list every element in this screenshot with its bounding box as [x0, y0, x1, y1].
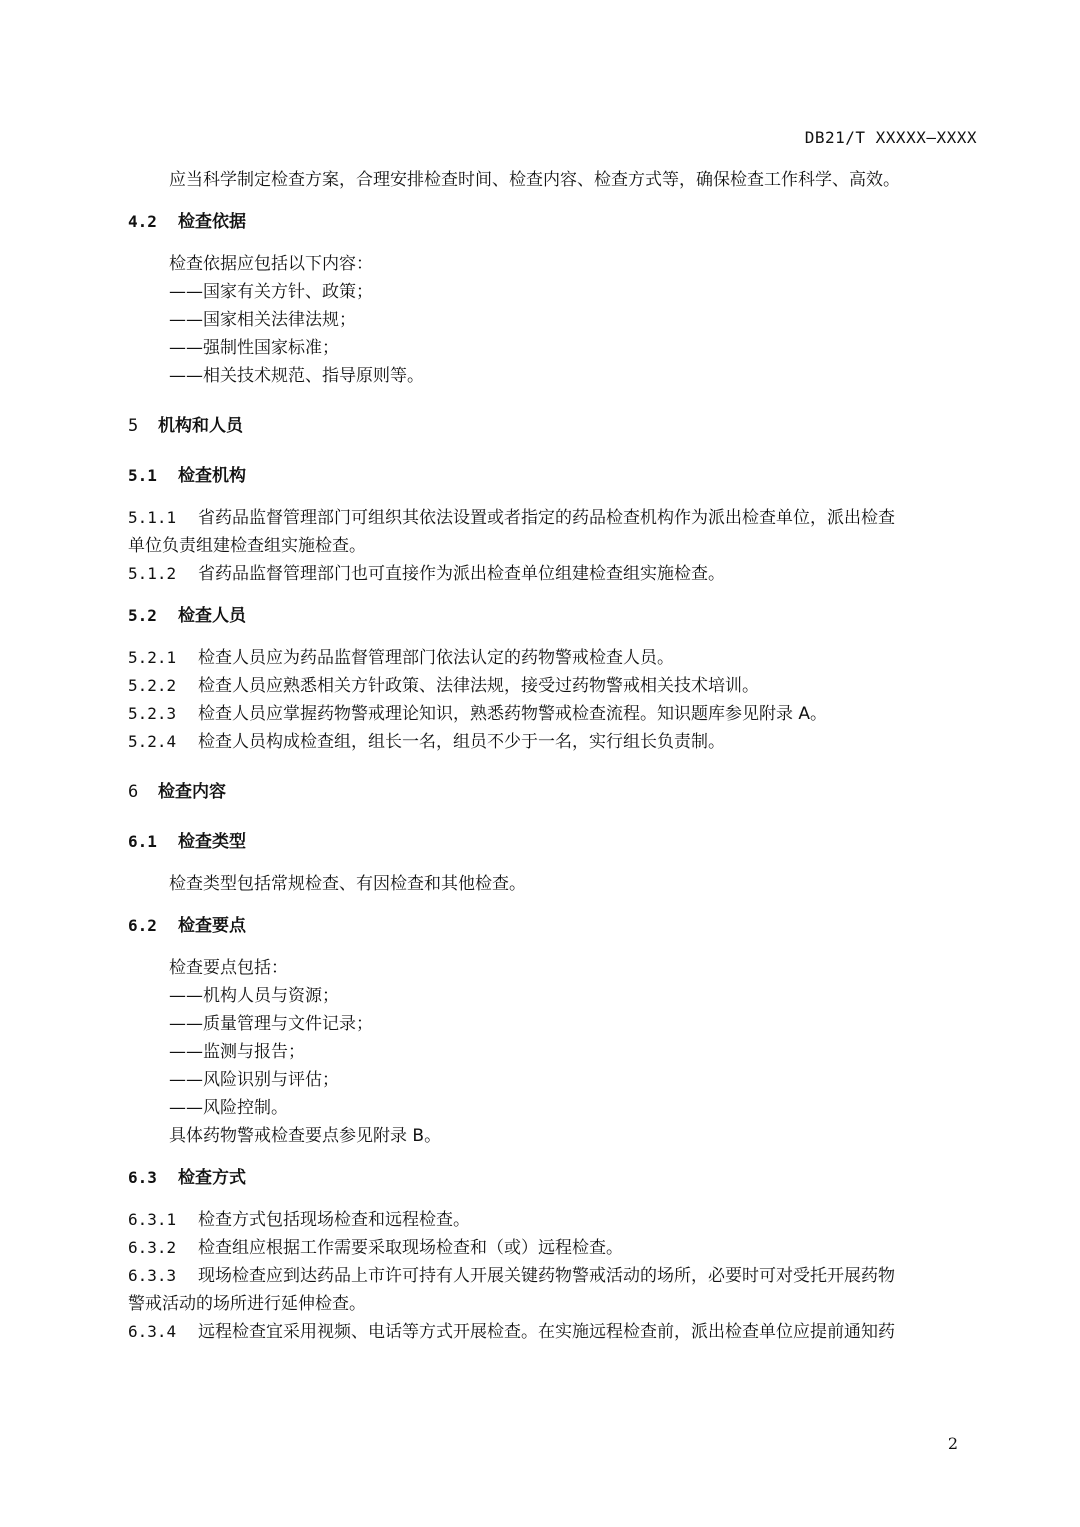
- clause-5-2-1: [128, 644, 977, 672]
- section-4-2-heading: [128, 208, 977, 236]
- section-6-3-heading: [128, 1164, 977, 1192]
- list-item: ——国家有关方针、政策；: [169, 282, 373, 302]
- section-number: 5.2: [128, 606, 157, 625]
- list-item: ——机构人员与资源；: [169, 986, 339, 1006]
- section-title: 检查要点: [178, 916, 246, 936]
- clause-number: 6.3.1: [128, 1210, 177, 1229]
- section-title: 检查机构: [178, 466, 246, 486]
- section-number: 4.2: [128, 212, 157, 231]
- clause-5-1-1-continued: 单位负责组建检查组实施检查。: [128, 536, 366, 556]
- chapter-title: 机构和人员: [158, 416, 243, 436]
- list-item: ——相关技术规范、指导原则等。: [169, 366, 424, 386]
- chapter-6-heading: [128, 778, 977, 806]
- list-item: ——监测与报告；: [169, 1042, 305, 1062]
- paragraph: 检查类型包括常规检查、有因检查和其他检查。: [169, 874, 526, 894]
- clause-number: 5.2.2: [128, 676, 177, 695]
- paragraph: 具体药物警戒检查要点参见附录 B。: [169, 1126, 442, 1146]
- clause-number: 5.1.1: [128, 508, 177, 527]
- clause-6-3-1: [128, 1206, 977, 1234]
- section-number: 6.1: [128, 832, 157, 851]
- clause-5-2-4: [128, 728, 977, 756]
- clause-text: 远程检查宜采用视频、电话等方式开展检查。在实施远程检查前，派出检查单位应提前通知药: [198, 1322, 895, 1342]
- clause-5-1-1: [128, 504, 977, 532]
- chapter-5-heading: [128, 412, 977, 440]
- clause-number: 5.1.2: [128, 564, 177, 583]
- page-content: [128, 166, 977, 1346]
- list-item: ——强制性国家标准；: [169, 338, 339, 358]
- document-code: DB21/T XXXXX—XXXX: [804, 128, 977, 147]
- section-number: 6.2: [128, 916, 157, 935]
- clause-6-3-2: [128, 1234, 977, 1262]
- clause-number: 5.2.3: [128, 704, 177, 723]
- section-5-2-heading: [128, 602, 977, 630]
- clause-text: 检查人员应为药品监督管理部门依法认定的药物警戒检查人员。: [198, 648, 674, 668]
- clause-5-2-3: [128, 700, 977, 728]
- page-number: 2: [947, 1434, 958, 1453]
- clause-5-1-2: [128, 560, 977, 588]
- paragraph: 检查要点包括：: [169, 958, 288, 978]
- section-6-2-heading: [128, 912, 977, 940]
- intro-paragraph: 应当科学制定检查方案，合理安排检查时间、检查内容、检查方式等，确保检查工作科学、高效。: [169, 170, 900, 190]
- section-title: 检查方式: [178, 1168, 246, 1188]
- clause-6-3-3: [128, 1262, 977, 1290]
- clause-text: 省药品监督管理部门可组织其依法设置或者指定的药品检查机构作为派出检查单位，派出检查: [198, 508, 895, 528]
- section-number: 5.1: [128, 466, 157, 485]
- clause-text: 检查方式包括现场检查和远程检查。: [198, 1210, 470, 1230]
- clause-6-3-4: [128, 1318, 977, 1346]
- list-item: ——风险控制。: [169, 1098, 288, 1118]
- section-title: 检查类型: [178, 832, 246, 852]
- list-item: ——质量管理与文件记录；: [169, 1014, 373, 1034]
- chapter-number: 6: [128, 782, 139, 802]
- section-5-1-heading: [128, 462, 977, 490]
- chapter-number: 5: [128, 416, 139, 436]
- section-title: 检查人员: [178, 606, 246, 626]
- clause-number: 6.3.3: [128, 1266, 177, 1285]
- clause-text: 检查人员构成检查组，组长一名，组员不少于一名，实行组长负责制。: [198, 732, 725, 752]
- clause-text: 省药品监督管理部门也可直接作为派出检查单位组建检查组实施检查。: [198, 564, 725, 584]
- clause-5-2-2: [128, 672, 977, 700]
- section-title: 检查依据: [178, 212, 246, 232]
- clause-text: 检查人员应掌握药物警戒理论知识，熟悉药物警戒检查流程。知识题库参见附录 A。: [198, 704, 828, 724]
- clause-number: 6.3.4: [128, 1322, 177, 1341]
- clause-number: 6.3.2: [128, 1238, 177, 1257]
- paragraph: 检查依据应包括以下内容：: [169, 254, 373, 274]
- list-item: ——国家相关法律法规；: [169, 310, 356, 330]
- list-item: ——风险识别与评估；: [169, 1070, 339, 1090]
- clause-6-3-3-continued: 警戒活动的场所进行延伸检查。: [128, 1294, 366, 1314]
- chapter-title: 检查内容: [158, 782, 226, 802]
- clause-text: 检查人员应熟悉相关方针政策、法律法规，接受过药物警戒相关技术培训。: [198, 676, 759, 696]
- section-number: 6.3: [128, 1168, 157, 1187]
- clause-text: 检查组应根据工作需要采取现场检查和（或）远程检查。: [198, 1238, 623, 1258]
- section-6-1-heading: [128, 828, 977, 856]
- clause-number: 5.2.1: [128, 648, 177, 667]
- clause-text: 现场检查应到达药品上市许可持有人开展关键药物警戒活动的场所，必要时可对受托开展药物: [198, 1266, 895, 1286]
- clause-number: 5.2.4: [128, 732, 177, 751]
